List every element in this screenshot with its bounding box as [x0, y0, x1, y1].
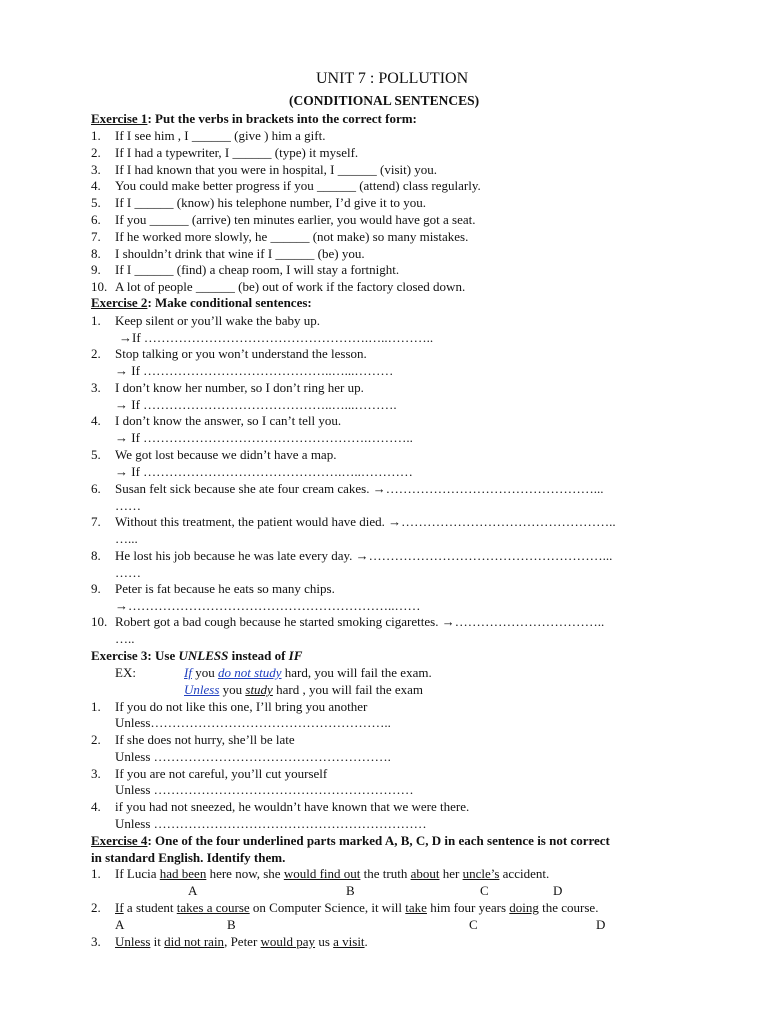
ex3-sentence: if you had not sneezed, he wouldn’t have known that we were there.: [115, 799, 470, 814]
ex1-num: 3.: [91, 162, 101, 177]
exercise2-heading: [91, 295, 312, 311]
exercise4-heading: [91, 833, 610, 849]
ex4-sentence-1: [115, 866, 549, 882]
example-sentence-if: [184, 665, 432, 681]
ex4-num: 3.: [91, 934, 101, 949]
ex2-sentence: I don’t know her number, so I don’t ring her up.: [115, 380, 364, 395]
ex2-sentence: Keep silent or you’ll wake the baby up.: [115, 313, 321, 328]
letter-d: D: [596, 917, 606, 932]
ex4-text: If Lucia: [115, 866, 160, 881]
exercise4-instruction: : One of the four underlined parts marked A, B, C, D in each sentence is not correct: [147, 833, 610, 848]
exercise1-heading: [91, 111, 417, 127]
letter-a: A: [188, 883, 198, 898]
ex3-answer-line: Unless ……………………………………………….: [115, 749, 391, 764]
page-subtitle: (CONDITIONAL SENTENCES): [289, 93, 480, 108]
ex4-text: a student: [123, 900, 177, 915]
option-d: doing: [509, 900, 539, 915]
exercise2-label: Exercise 2: [91, 295, 148, 310]
ex2-num: 6.: [91, 481, 101, 496]
ex2-answer-line: →If …………………………………………….…..………..: [119, 330, 434, 345]
ex3-sentence: If you do not like this one, I’ll bring you another: [115, 699, 368, 714]
example-underlined-verb: study: [245, 682, 273, 697]
ex1-sentence: If I ______ (know) his telephone number, I’d give it to you.: [115, 195, 427, 210]
example-text: hard, you will fail the exam.: [281, 665, 432, 680]
ex4-text: us: [315, 934, 334, 949]
option-b: did not rain: [164, 934, 225, 949]
letter-a: A: [115, 917, 125, 932]
ex4-text: accident.: [499, 866, 550, 881]
option-d: uncle’s: [462, 866, 500, 881]
exercise2-instruction: : Make conditional sentences:: [147, 295, 312, 310]
option-a: Unless: [115, 934, 151, 949]
exercise4-instruction-line2: in standard English. Identify them.: [91, 850, 286, 865]
ex4-sentence-3: [115, 934, 368, 950]
ex1-num: 8.: [91, 246, 101, 261]
ex3-answer-line: Unless………………………………………………..: [115, 715, 391, 730]
ex1-num: 10.: [91, 279, 108, 294]
ex1-num: 9.: [91, 262, 101, 277]
ex3-num: 2.: [91, 732, 101, 747]
ex2-num: 4.: [91, 413, 101, 428]
ex1-num: 6.: [91, 212, 101, 227]
option-d: a visit: [333, 934, 365, 949]
ex2-num: 2.: [91, 346, 101, 361]
ex4-text: .: [364, 934, 368, 949]
example-text: you: [191, 665, 218, 680]
ex1-sentence: If I see him , I ______ (give ) him a gift.: [115, 128, 326, 143]
ex3-num: 1.: [91, 699, 101, 714]
ex4-text: her: [439, 866, 463, 881]
ex4-text: , Peter: [224, 934, 261, 949]
ex3-answer-line: Unless ………………………………………………………: [115, 816, 427, 831]
option-a: If: [115, 900, 124, 915]
ex2-sentence: Robert got a bad cough because he started smoking cigarettes. →……………………………..: [115, 614, 605, 629]
ex2-sentence: We got lost because we didn’t have a map.: [115, 447, 337, 462]
page-title: UNIT 7 : POLLUTION: [316, 70, 469, 87]
ex2-num: 1.: [91, 313, 101, 328]
ex1-sentence: If I had a typewriter, I ______ (type) it myself.: [115, 145, 359, 160]
ex2-num: 8.: [91, 548, 101, 563]
option-c: about: [410, 866, 440, 881]
option-a: had been: [159, 866, 207, 881]
option-c: take: [405, 900, 427, 915]
exercise3-heading: [91, 648, 302, 664]
ex1-num: 2.: [91, 145, 101, 160]
ex1-num: 1.: [91, 128, 101, 143]
ex2-sentence: Stop talking or you won’t understand the lesson.: [115, 346, 367, 361]
ex4-sentence-2: [115, 900, 598, 916]
ex4-num: 1.: [91, 866, 101, 881]
ex3-num: 3.: [91, 766, 101, 781]
unless-keyword: UNLESS: [178, 648, 229, 663]
ex1-sentence: You could make better progress if you ______ (attend) class regularly.: [115, 178, 481, 193]
ex3-num: 4.: [91, 799, 101, 814]
ex4-num: 2.: [91, 900, 101, 915]
ex1-sentence: A lot of people ______ (be) out of work if the factory closed down.: [115, 279, 466, 294]
example-underlined-verb: do not study: [217, 665, 282, 680]
ex4-text: the course.: [538, 900, 599, 915]
ex2-sentence: Without this treatment, the patient would have died. →…………………………………………..: [115, 514, 616, 529]
ex3-sentence: If you are not careful, you’ll cut yourself: [115, 766, 328, 781]
example-text: hard , you will fail the exam: [272, 682, 424, 697]
exercise3-instruction-mid: instead of: [228, 648, 289, 663]
ex4-text: here now, she: [206, 866, 284, 881]
if-keyword: IF: [288, 648, 303, 663]
ex1-num: 5.: [91, 195, 101, 210]
option-b: takes a course: [176, 900, 250, 915]
letter-c: C: [469, 917, 478, 932]
ex2-answer-line: ……: [115, 498, 141, 513]
ex4-text: it: [150, 934, 165, 949]
ex2-answer-line: → If ……………………………………..…...………: [115, 363, 394, 378]
ex1-sentence: If you ______ (arrive) ten minutes earlier, you would have got a seat.: [115, 212, 476, 227]
option-c: would pay: [260, 934, 316, 949]
ex2-sentence: He lost his job because he was late every day. →………………………………………………...: [115, 548, 613, 563]
ex2-answer-line: →……………………………………………………..……: [115, 598, 421, 613]
exercise4-label: Exercise 4: [91, 833, 148, 848]
ex2-num: 5.: [91, 447, 101, 462]
ex2-answer-line: → If ……………………………………….…..…………: [115, 464, 413, 479]
ex2-sentence: Susan felt sick because she ate four cream cakes. →…………………………………………...: [115, 481, 604, 496]
exercise3-instruction-pre: Use: [155, 648, 179, 663]
letter-d: D: [553, 883, 563, 898]
ex2-sentence: Peter is fat because he eats so many chips.: [115, 581, 335, 596]
ex3-sentence: If she does not hurry, she’ll be late: [115, 732, 295, 747]
exercise1-label: Exercise 1: [91, 111, 148, 126]
example-text: you: [219, 682, 246, 697]
ex1-sentence: If I had known that you were in hospital, I ______ (visit) you.: [115, 162, 438, 177]
ex4-text: the truth: [360, 866, 411, 881]
ex2-answer-line: …..: [115, 631, 135, 646]
ex2-answer-line: → If ……………………………………..…...……….: [115, 397, 397, 412]
ex1-sentence: If I ______ (find) a cheap room, I will stay a fortnight.: [115, 262, 400, 277]
ex2-num: 7.: [91, 514, 101, 529]
letter-b: B: [346, 883, 355, 898]
example-sentence-unless: [184, 682, 423, 698]
letter-c: C: [480, 883, 489, 898]
ex2-answer-line: ……: [115, 565, 141, 580]
ex1-num: 7.: [91, 229, 101, 244]
ex2-answer-line: → If …………………………………………….………..: [115, 430, 413, 445]
ex1-num: 4.: [91, 178, 101, 193]
letter-b: B: [227, 917, 236, 932]
example-label: EX:: [115, 665, 136, 680]
ex4-text: on Computer Science, it will: [249, 900, 406, 915]
ex1-sentence: I shouldn’t drink that wine if I ______ (be) you.: [115, 246, 365, 261]
ex2-num: 3.: [91, 380, 101, 395]
option-b: would find out: [283, 866, 361, 881]
ex2-num: 9.: [91, 581, 101, 596]
example-if-word: If: [184, 665, 192, 680]
ex1-sentence: If he worked more slowly, he ______ (not make) so many mistakes.: [115, 229, 469, 244]
ex2-num: 10.: [91, 614, 108, 629]
ex2-answer-line: …...: [115, 531, 138, 546]
ex4-text: him four years: [426, 900, 510, 915]
exercise1-instruction: : Put the verbs in brackets into the correct form:: [147, 111, 417, 126]
example-unless-word: Unless: [184, 682, 220, 697]
exercise3-label: Exercise 3:: [91, 648, 152, 663]
ex3-answer-line: Unless ……………………………………………………: [115, 782, 414, 797]
ex2-sentence: I don’t know the answer, so I can’t tell you.: [115, 413, 342, 428]
